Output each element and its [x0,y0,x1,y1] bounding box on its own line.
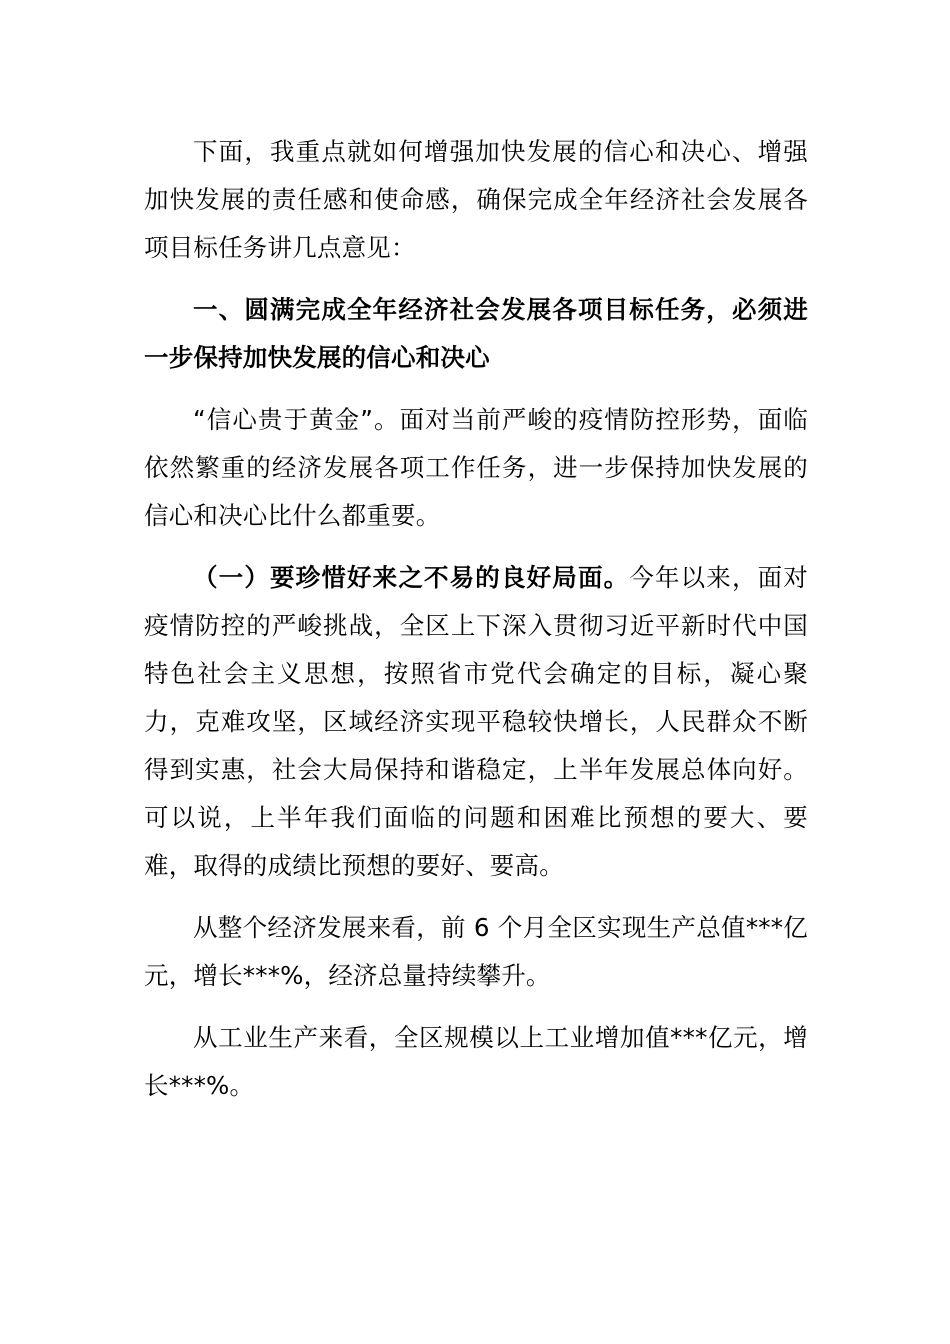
industry-paragraph: 从工业生产来看，全区规模以上工业增加值***亿元，增长***%。 [144,1023,808,1100]
intro-paragraph: 下面，我重点就如何增强加快发展的信心和决心、增强加快发展的责任感和使命感，确保完成全年经济社会发展各项目标任务讲几点意见： [144,137,808,262]
confidence-paragraph: “信心贵于黄金”。面对当前严峻的疫情防控形势，面临依然繁重的经济发展各项工作任务，进一步保持加快发展的信心和决心比什么都重要。 [144,405,808,530]
document-body [144,128,808,1124]
section-heading-1: 一、圆满完成全年经济社会发展各项目标任务，必须进一步保持加快发展的信心和决心 [144,295,808,372]
subsection-body-1: 今年以来，面对疫情防控的严峻挑战，全区上下深入贯彻习近平新时代中国特色社会主义思想，按照省市党代会确定的目标，凝心聚力，克难攻坚，区域经济实现平稳较快增长，人民群众不断得到实惠，社会大局保持和谐稳定，上半年发展总体向好。可以说，上半年我们面临的问题和困难比预想的要大、要难，取得的成绩比预想的要好、要高。 [144,563,808,880]
subsection-heading-1: （一）要珍惜好来之不易的良好局面。 [193,563,630,592]
economy-paragraph: 从整个经济发展来看，前 6 个月全区实现生产总值***亿元，增长***%，经济总量持续攀升。 [144,913,808,990]
subsection-paragraph-1 [144,554,808,890]
